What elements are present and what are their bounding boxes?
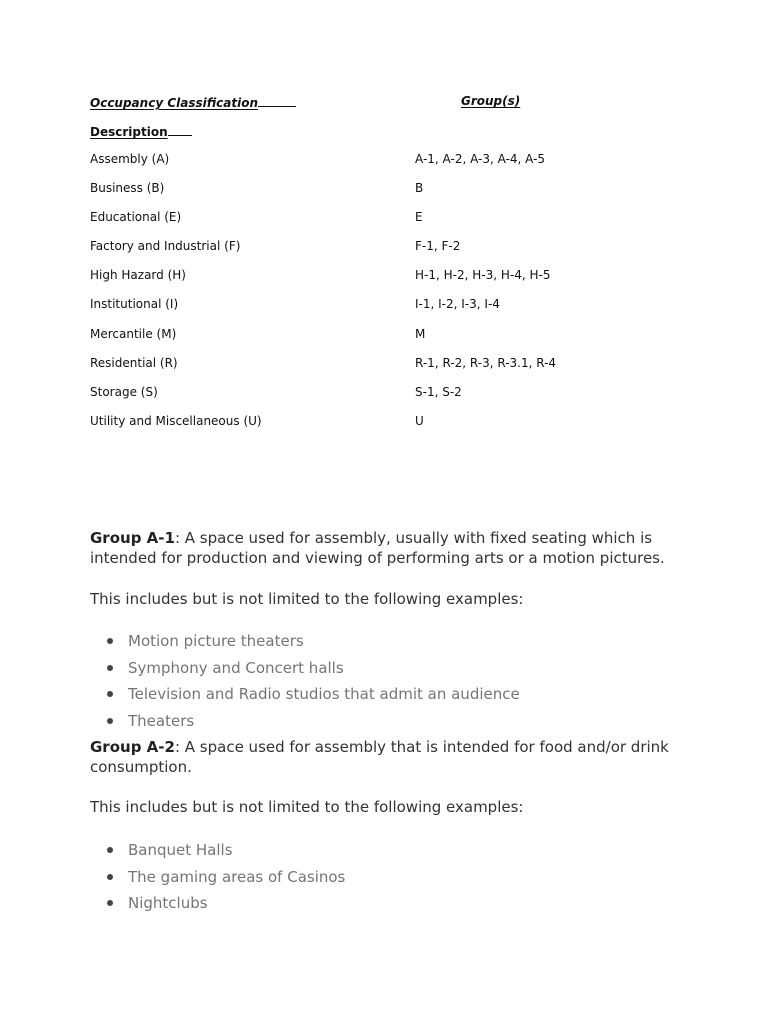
table-header [90, 94, 650, 123]
table-row [90, 297, 650, 326]
classification-cell: Mercantile (M) [90, 326, 177, 341]
bullet-icon [107, 638, 113, 644]
classification-cell: Utility and Miscellaneous (U) [90, 413, 262, 428]
groups-cell: I-1, I-2, I-3, I-4 [415, 297, 500, 312]
bullet-icon [107, 874, 113, 880]
classification-cell: Educational (E) [90, 210, 182, 225]
classification-cell: Storage (S) [90, 384, 158, 399]
groups-cell: A-1, A-2, A-3, A-4, A-5 [415, 152, 546, 166]
groups-cell: M [415, 326, 426, 341]
table-row [90, 414, 650, 443]
bullet-icon [107, 665, 113, 671]
list-item: The gaming areas of Casinos [90, 867, 650, 894]
group-a1-title: Group A-1 [90, 529, 175, 547]
list-item: Symphony and Concert halls [90, 658, 650, 685]
header-description: Description [90, 123, 650, 152]
classification-cell: High Hazard (H) [90, 268, 186, 283]
group-a2-paragraph [90, 737, 680, 777]
group-a1-paragraph [90, 528, 680, 568]
groups-cell: U [415, 413, 424, 428]
group-a1-examples-intro: This includes but is not limited to the following examples: [90, 590, 524, 608]
bullet-icon [107, 847, 113, 853]
groups-cell: B [415, 181, 424, 196]
list-item: Banquet Halls [90, 840, 650, 867]
classification-cell: Business (B) [90, 181, 165, 196]
group-a2-examples-intro: This includes but is not limited to the following examples: [90, 798, 524, 816]
table-row [90, 239, 650, 268]
occupancy-table [90, 94, 650, 443]
table-row [90, 152, 650, 181]
classification-cell: Residential (R) [90, 355, 178, 370]
group-a1-description: : A space used for assembly, usually with fixed seating which is intended for production and viewing of performing arts or a motion pictures. [90, 529, 665, 567]
group-a2-title: Group A-2 [90, 738, 175, 756]
bullet-icon [107, 718, 113, 724]
table-row [90, 327, 650, 356]
table-row [90, 210, 650, 239]
groups-cell: R-1, R-2, R-3, R-3.1, R-4 [415, 355, 557, 370]
table-row [90, 268, 650, 297]
table-row [90, 356, 650, 385]
group-a1-examples-list [90, 631, 650, 737]
header-groups: Group(s) [461, 94, 521, 108]
list-item: Theaters [90, 711, 650, 738]
groups-cell: F-1, F-2 [415, 239, 461, 254]
list-item: Nightclubs [90, 893, 650, 920]
list-item: Television and Radio studios that admit an audience [90, 684, 650, 711]
groups-cell: S-1, S-2 [415, 384, 462, 399]
group-a2-examples-list [90, 840, 650, 920]
classification-cell: Institutional (I) [90, 297, 179, 312]
groups-cell: E [415, 210, 423, 225]
groups-cell: H-1, H-2, H-3, H-4, H-5 [415, 268, 551, 283]
bullet-icon [107, 900, 113, 906]
list-item: Motion picture theaters [90, 631, 650, 658]
table-row [90, 385, 650, 414]
classification-cell: Assembly (A) [90, 152, 170, 166]
header-occupancy-classification: Occupancy Classification [90, 94, 296, 110]
group-a2-description: : A space used for assembly that is intended for food and/or drink consumption. [90, 738, 669, 776]
classification-cell: Factory and Industrial (F) [90, 239, 241, 254]
table-row [90, 181, 650, 210]
bullet-icon [107, 691, 113, 697]
